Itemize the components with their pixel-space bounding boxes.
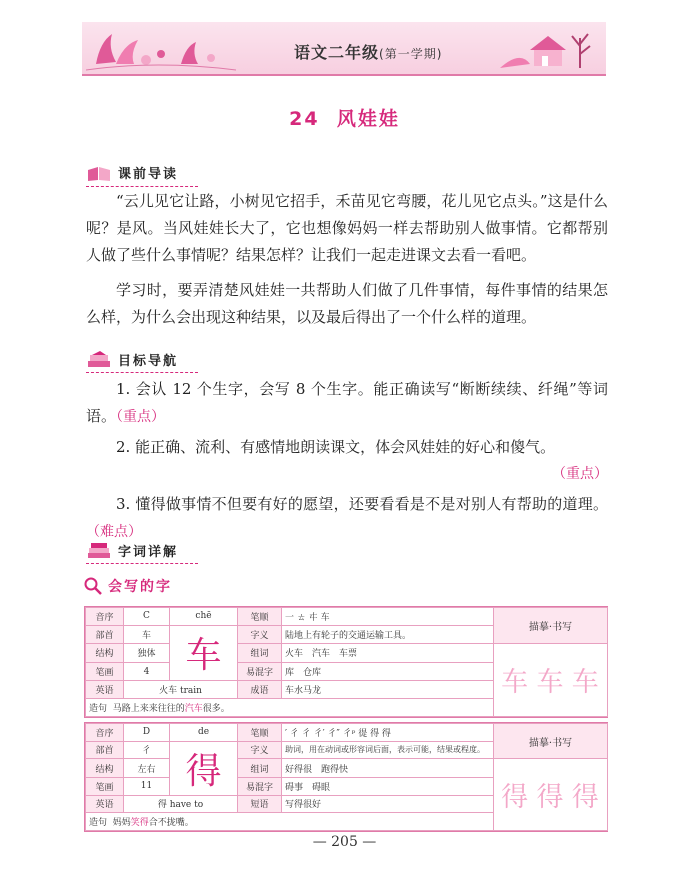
book-title: 语文二年级(第一学期) [294, 43, 443, 62]
label-meaning: 字义 [238, 741, 282, 759]
goal-1-tag: （重点） [116, 409, 166, 425]
value-idiom: 车水马龙 [282, 681, 494, 699]
value-radical: 彳 [124, 741, 170, 759]
open-book-icon [86, 164, 112, 182]
intro-text [86, 188, 608, 331]
label-example: 造句 [89, 818, 108, 829]
section-goals-header [86, 350, 178, 369]
example-sentence [86, 698, 494, 716]
value-radical: 车 [124, 625, 170, 643]
section-divider [86, 563, 198, 564]
intro-paragraph-2: 学习时，要弄清楚风娃娃一共帮助人们做了几件事情，每件事情的结果怎么样，为什么会出现这种结果，以及最后得出了一个什么样的道理。 [86, 281, 608, 326]
goals-text [86, 376, 608, 546]
value-pinyin: de [170, 724, 238, 742]
lesson-title: 24 风娃娃 [289, 108, 400, 130]
book-stack-icon [86, 542, 112, 560]
intro-paragraph-1: “云儿见它让路，小树见它招手，禾苗见它弯腰，花儿见它点头。”这是什么呢？是风。当风娃娃长大了，它也想像妈妈一样去帮助别人做事情。它都帮别人做了些什么事情呢？结果怎样？让我们一起走进课文去看一看吧。 [86, 192, 608, 264]
section-divider [86, 372, 198, 373]
section-intro-label: 课前导读 [118, 167, 179, 182]
label-confusable: 易混字 [238, 778, 282, 796]
section-intro-header [86, 163, 178, 182]
goal-2: 2. 能正确、流利、有感情地朗读课文，体会风娃娃的好心和傻气。 [116, 438, 556, 456]
big-character: 得 [170, 741, 238, 795]
section-vocab-header [86, 541, 178, 560]
value-stroke-order: ′ 彳 彳 彳′ 彳″ 彳ᵖ 徥 得 得 [282, 724, 494, 742]
write-chars-label: 会写的字 [108, 579, 172, 595]
example-sentence [86, 813, 494, 831]
value-pinyin: chē [170, 608, 238, 626]
goal-3: 3. 懂得做事情不但要有好的愿望，还要看看是不是对别人有帮助的道理。（难点） [86, 495, 608, 540]
trace-char: 车 [571, 667, 599, 699]
stacked-books-icon [86, 351, 112, 369]
decorative-house-tree-icon [490, 24, 600, 72]
goal-3-tag: （难点） [86, 524, 142, 540]
label-strokes: 笔画 [86, 778, 124, 796]
char-card-che [84, 606, 608, 718]
page-number: — 205 — [312, 834, 377, 850]
trace-area [494, 643, 608, 716]
value-meaning: 助词，用在动词或形容词后面，表示可能，结果或程度。 [282, 741, 494, 759]
value-words: 好得很 跑得快 [282, 759, 494, 778]
label-example: 造句 [89, 703, 108, 714]
label-stroke-order: 笔顺 [238, 608, 282, 626]
label-radical: 部首 [86, 741, 124, 759]
label-initial: 音序 [86, 608, 124, 626]
trace-char: 车 [536, 667, 564, 699]
value-structure: 左右 [124, 759, 170, 778]
label-structure: 结构 [86, 643, 124, 662]
label-meaning: 字义 [238, 625, 282, 643]
example-part: 合不拢嘴。 [148, 818, 194, 829]
section-goals-label: 目标导航 [118, 354, 179, 369]
value-phrase: 写得很好 [282, 795, 494, 813]
trace-header: 描摹·书写 [494, 608, 608, 644]
label-radical: 部首 [86, 625, 124, 643]
label-stroke-order: 笔顺 [238, 724, 282, 742]
example-part: 妈妈 [112, 818, 131, 829]
example-part: 马路上来来往往的 [112, 703, 185, 714]
write-chars-header [84, 576, 172, 596]
value-words: 火车 汽车 车票 [282, 643, 494, 662]
value-english: 得 have to [124, 795, 238, 813]
big-character: 车 [170, 625, 238, 680]
label-words: 组词 [238, 643, 282, 662]
section-divider [86, 186, 198, 187]
goal-2-tag: （重点） [552, 466, 608, 482]
value-structure: 独体 [124, 643, 170, 662]
trace-area [494, 759, 608, 831]
example-highlight: 汽车 [184, 703, 203, 714]
magnifier-icon [84, 577, 102, 595]
label-words: 组词 [238, 759, 282, 778]
value-english: 火车 train [124, 681, 238, 699]
trace-header: 描摹·书写 [494, 724, 608, 759]
trace-char: 得 [501, 782, 529, 814]
value-initial: D [124, 724, 170, 742]
page-header [82, 22, 606, 76]
example-highlight: 笑得 [130, 818, 149, 829]
label-structure: 结构 [86, 759, 124, 778]
label-english: 英语 [86, 681, 124, 699]
trace-char: 得 [536, 782, 564, 814]
label-english: 英语 [86, 795, 124, 813]
example-part: 很多。 [202, 703, 230, 714]
section-vocab-label: 字词详解 [118, 545, 179, 560]
value-meaning: 陆地上有轮子的交通运输工具。 [282, 625, 494, 643]
value-strokes: 11 [124, 778, 170, 796]
value-strokes: 4 [124, 663, 170, 681]
decorative-flowers-icon [86, 24, 236, 72]
label-strokes: 笔画 [86, 663, 124, 681]
value-confusable: 库 仓库 [282, 663, 494, 681]
goal-1: 1. 会认 12 个生字，会写 8 个生字。能正确读写“断断续续、纤绳”等词语。（重点） [86, 380, 608, 425]
value-stroke-order: 一 ㄊ 㐄 车 [282, 608, 494, 626]
value-confusable: 碍事 碍眼 [282, 778, 494, 796]
label-initial: 音序 [86, 724, 124, 742]
trace-char: 得 [571, 782, 599, 814]
label-phrase: 短语 [238, 795, 282, 813]
trace-char: 车 [501, 667, 529, 699]
label-confusable: 易混字 [238, 663, 282, 681]
label-idiom: 成语 [238, 681, 282, 699]
value-initial: C [124, 608, 170, 626]
char-card-de [84, 722, 608, 832]
